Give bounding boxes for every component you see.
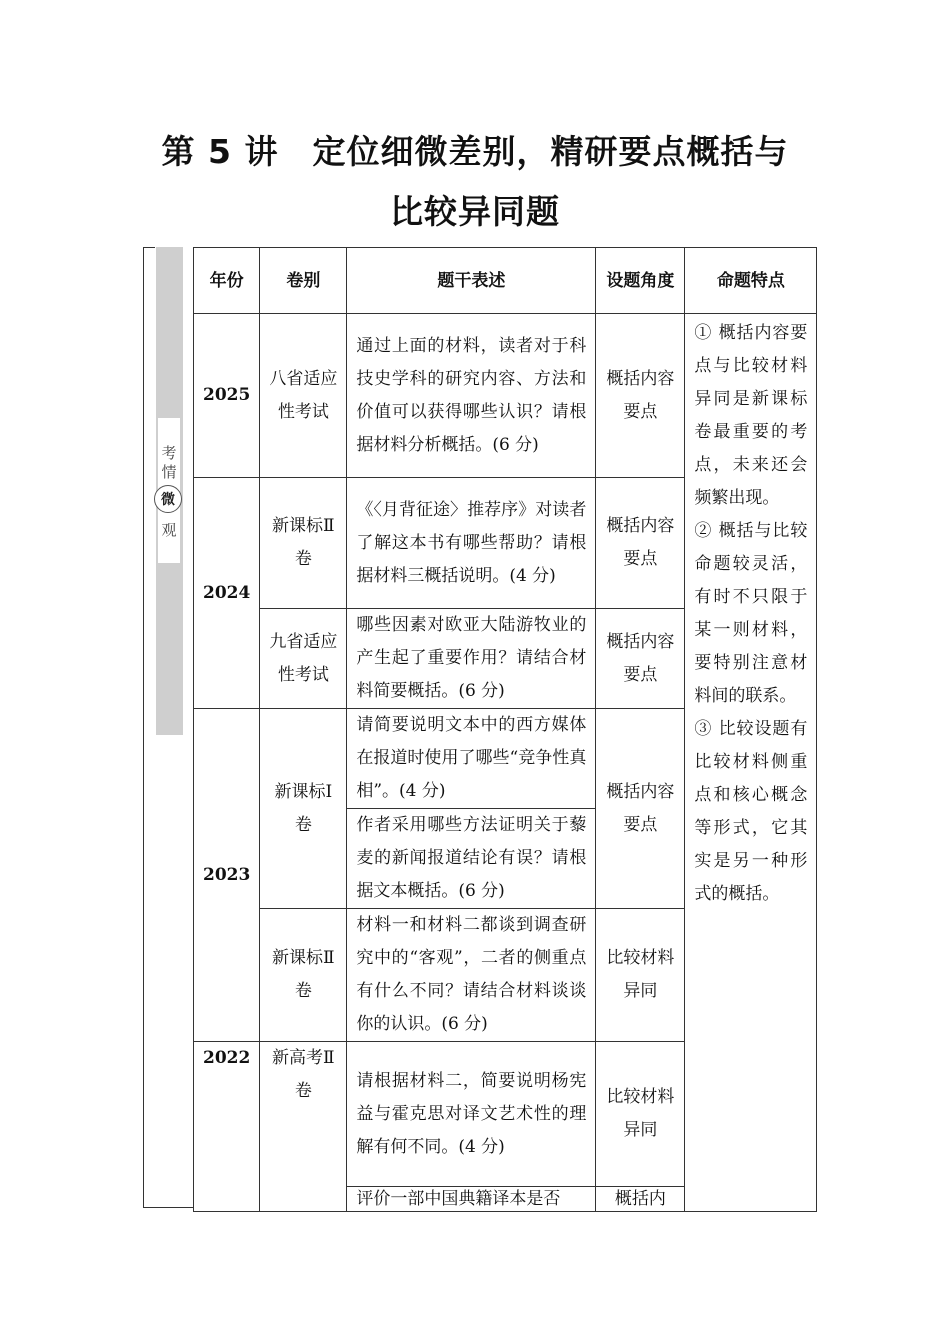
sidebar-char-qing: 情 (161, 463, 177, 481)
angle-cell: 概括内容要点 (596, 478, 685, 609)
exam-analysis-table (193, 247, 817, 1212)
margin-rule-bottom (143, 1207, 194, 1208)
feature-cell (685, 314, 817, 1212)
angle-cell: 概括内容要点 (596, 709, 685, 909)
year-cell: 2022 (194, 1042, 260, 1212)
question-cell: 通过上面的材料，读者对于科技史学科的研究内容、方法和价值可以获得哪些认识？请根据材料分析概括。(6 分) (347, 314, 596, 478)
angle-cell: 比较材料异同 (596, 909, 685, 1042)
angle-cell: 概括内 (596, 1187, 685, 1212)
header-question: 题干表述 (347, 248, 596, 314)
header-year: 年份 (194, 248, 260, 314)
paper-cell: 新课标Ⅱ卷 (260, 478, 347, 609)
page-title-line2: 比较异同题 (390, 192, 560, 231)
year-cell: 2025 (194, 314, 260, 478)
paper-cell: 新课标Ⅱ卷 (260, 909, 347, 1042)
paper-cell: 新课标Ⅰ卷 (260, 709, 347, 909)
feature-text: ① 概括内容要点与比较材料异同是新课标卷最重要的考点，未来还会频繁出现。 ② 概括与比较命题较灵活，有时不只限于某一则材料，要特别注意材料间的联系。 ③ 比较设题有比较材料侧重点和核心概念等形式，它其实是另一种形式的概括。 (694, 323, 808, 904)
sidebar-char-guan: 观 (161, 521, 177, 539)
question-cell: 请简要说明文本中的西方媒体在报道时使用了哪些“竞争性真相”。(4 分) (347, 709, 596, 809)
header-angle: 设题角度 (596, 248, 685, 314)
sidebar-char-wei-badge: 微 (154, 485, 182, 513)
angle-cell: 概括内容要点 (596, 609, 685, 709)
question-cell: 哪些因素对欧亚大陆游牧业的产生起了重要作用？请结合材料简要概括。(6 分) (347, 609, 596, 709)
paper-cell: 八省适应性考试 (260, 314, 347, 478)
question-cell: 《〈月背征途〉推荐序》对读者了解这本书有哪些帮助？请根据材料三概括说明。(4 分) (347, 478, 596, 609)
angle-cell: 比较材料异同 (596, 1042, 685, 1187)
year-cell: 2024 (194, 478, 260, 709)
year-cell: 2023 (194, 709, 260, 1042)
sidebar-char-kao: 考 (161, 444, 177, 462)
page-title-line1: 第 5 讲 定位细微差别，精研要点概括与 (161, 132, 789, 171)
margin-rule (143, 247, 144, 1208)
question-cell: 评价一部中国典籍译本是否 (347, 1187, 596, 1212)
paper-cell: 新高考Ⅱ卷 (260, 1042, 347, 1212)
angle-cell: 概括内容要点 (596, 314, 685, 478)
paper-cell: 九省适应性考试 (260, 609, 347, 709)
header-paper: 卷别 (260, 248, 347, 314)
question-cell: 作者采用哪些方法证明关于藜麦的新闻报道结论有误？请根据文本概括。(6 分) (347, 809, 596, 909)
question-cell: 材料一和材料二都谈到调查研究中的“客观”，二者的侧重点有什么不同？请结合材料谈谈你的认识。(6 分) (347, 909, 596, 1042)
question-cell: 请根据材料二，简要说明杨宪益与霍克思对译文艺术性的理解有何不同。(4 分) (347, 1042, 596, 1187)
header-feature: 命题特点 (685, 248, 817, 314)
margin-tick (143, 247, 155, 248)
